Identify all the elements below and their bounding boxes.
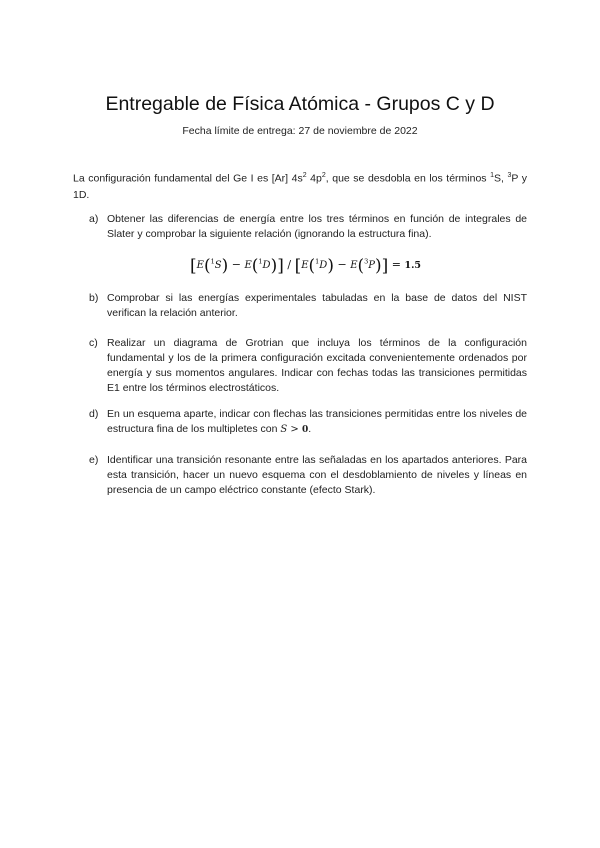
math-var-s: S xyxy=(280,424,288,435)
intro-paragraph xyxy=(73,168,527,203)
formula-term-d2: D xyxy=(319,260,328,271)
intro-sup-2: 2 xyxy=(321,172,326,179)
intro-text-5: P y 1D. xyxy=(73,172,527,201)
intro-text-2: 4p xyxy=(306,172,322,185)
list-item-e xyxy=(89,453,527,498)
intro-text-3: , que se desdobla en los términos xyxy=(325,172,491,185)
document-title: Entregable de Física Atómica - Grupos C y D xyxy=(105,93,495,115)
item-letter: e) xyxy=(89,454,99,466)
energy-ratio-formula: [E($^1$S) − E($^1$D)] / [E($^1$D) − E($^3$P)] = 1.5 xyxy=(190,256,422,276)
bracket-close: ] xyxy=(277,256,284,276)
intro-text-1: La configuración fundamental del Ge I es [Ar] 4s xyxy=(73,172,303,185)
intro-text-4: S, xyxy=(494,172,508,185)
deadline-subtitle: Fecha límite de entrega: 27 de noviembre de 2022 xyxy=(182,125,418,137)
formula-energy-1: E xyxy=(196,260,204,271)
list-item-c xyxy=(89,336,527,396)
formula-equals: = xyxy=(388,258,405,271)
formula-energy-3: E xyxy=(301,260,309,271)
intro-sup-4: 3 xyxy=(507,172,512,179)
item-letter: a) xyxy=(89,213,99,225)
intro-sup-3: 1 xyxy=(490,172,495,179)
formula-energy-4: E xyxy=(350,260,358,271)
item-letter: d) xyxy=(89,408,99,420)
item-text: En un esquema aparte, indicar con flechas las transiciones permitidas entre los niveles de estructura fina de los multipletes con xyxy=(107,408,527,435)
math-operator: > xyxy=(287,424,302,435)
formula-minus-2: − xyxy=(333,258,351,271)
formula-slash: / xyxy=(283,258,295,271)
formula-term-p: P xyxy=(368,260,376,271)
bracket-open: [ xyxy=(190,256,197,276)
formula-mult-1: 1 xyxy=(210,257,215,266)
item-body xyxy=(107,407,527,438)
formula-mult-4: 3 xyxy=(364,257,369,266)
item-text: Identificar una transición resonante entre las señaladas en los apartados anteriores. Para esta transición, hacer un nuevo esquema con el desdoblamiento de niveles y líneas en presencia de un campo eléctrico constante (efecto Stark). xyxy=(107,454,527,496)
item-text-end: . xyxy=(308,423,312,435)
formula-energy-2: E xyxy=(244,260,252,271)
formula-term-s: S xyxy=(214,260,222,271)
item-letter: c) xyxy=(89,337,98,349)
formula-result: 1.5 xyxy=(404,260,422,271)
item-text: Realizar un diagrama de Grotrian que incluya los términos de la configuración fundamental y los de la primera configuración excitada convenientemente ordenados por energía y sus momentos angulares. Indicar con fechas todas las transiciones permitidas E1 entre los términos electrostáticos. xyxy=(107,337,527,394)
list-item-d xyxy=(89,407,527,438)
list-item-a xyxy=(89,212,527,242)
math-value: 0 xyxy=(301,425,309,435)
inline-math xyxy=(280,424,308,435)
intro-sup-1: 2 xyxy=(302,172,307,179)
item-text: Comprobar si las energías experimentales tabuladas en la base de datos del NIST verifican la relación anterior. xyxy=(107,292,527,319)
list-item-b xyxy=(89,291,527,321)
formula-term-d: D xyxy=(262,260,271,271)
item-letter: b) xyxy=(89,292,99,304)
formula-mult-2: 1 xyxy=(258,257,263,266)
formula-mult-3: 1 xyxy=(315,257,320,266)
item-text: Obtener las diferencias de energía entre los tres términos en función de integrales de Slater y comprobar la siguiente relación (ignorando la estructura fina). xyxy=(107,213,527,240)
formula-minus-1: − xyxy=(228,258,245,271)
